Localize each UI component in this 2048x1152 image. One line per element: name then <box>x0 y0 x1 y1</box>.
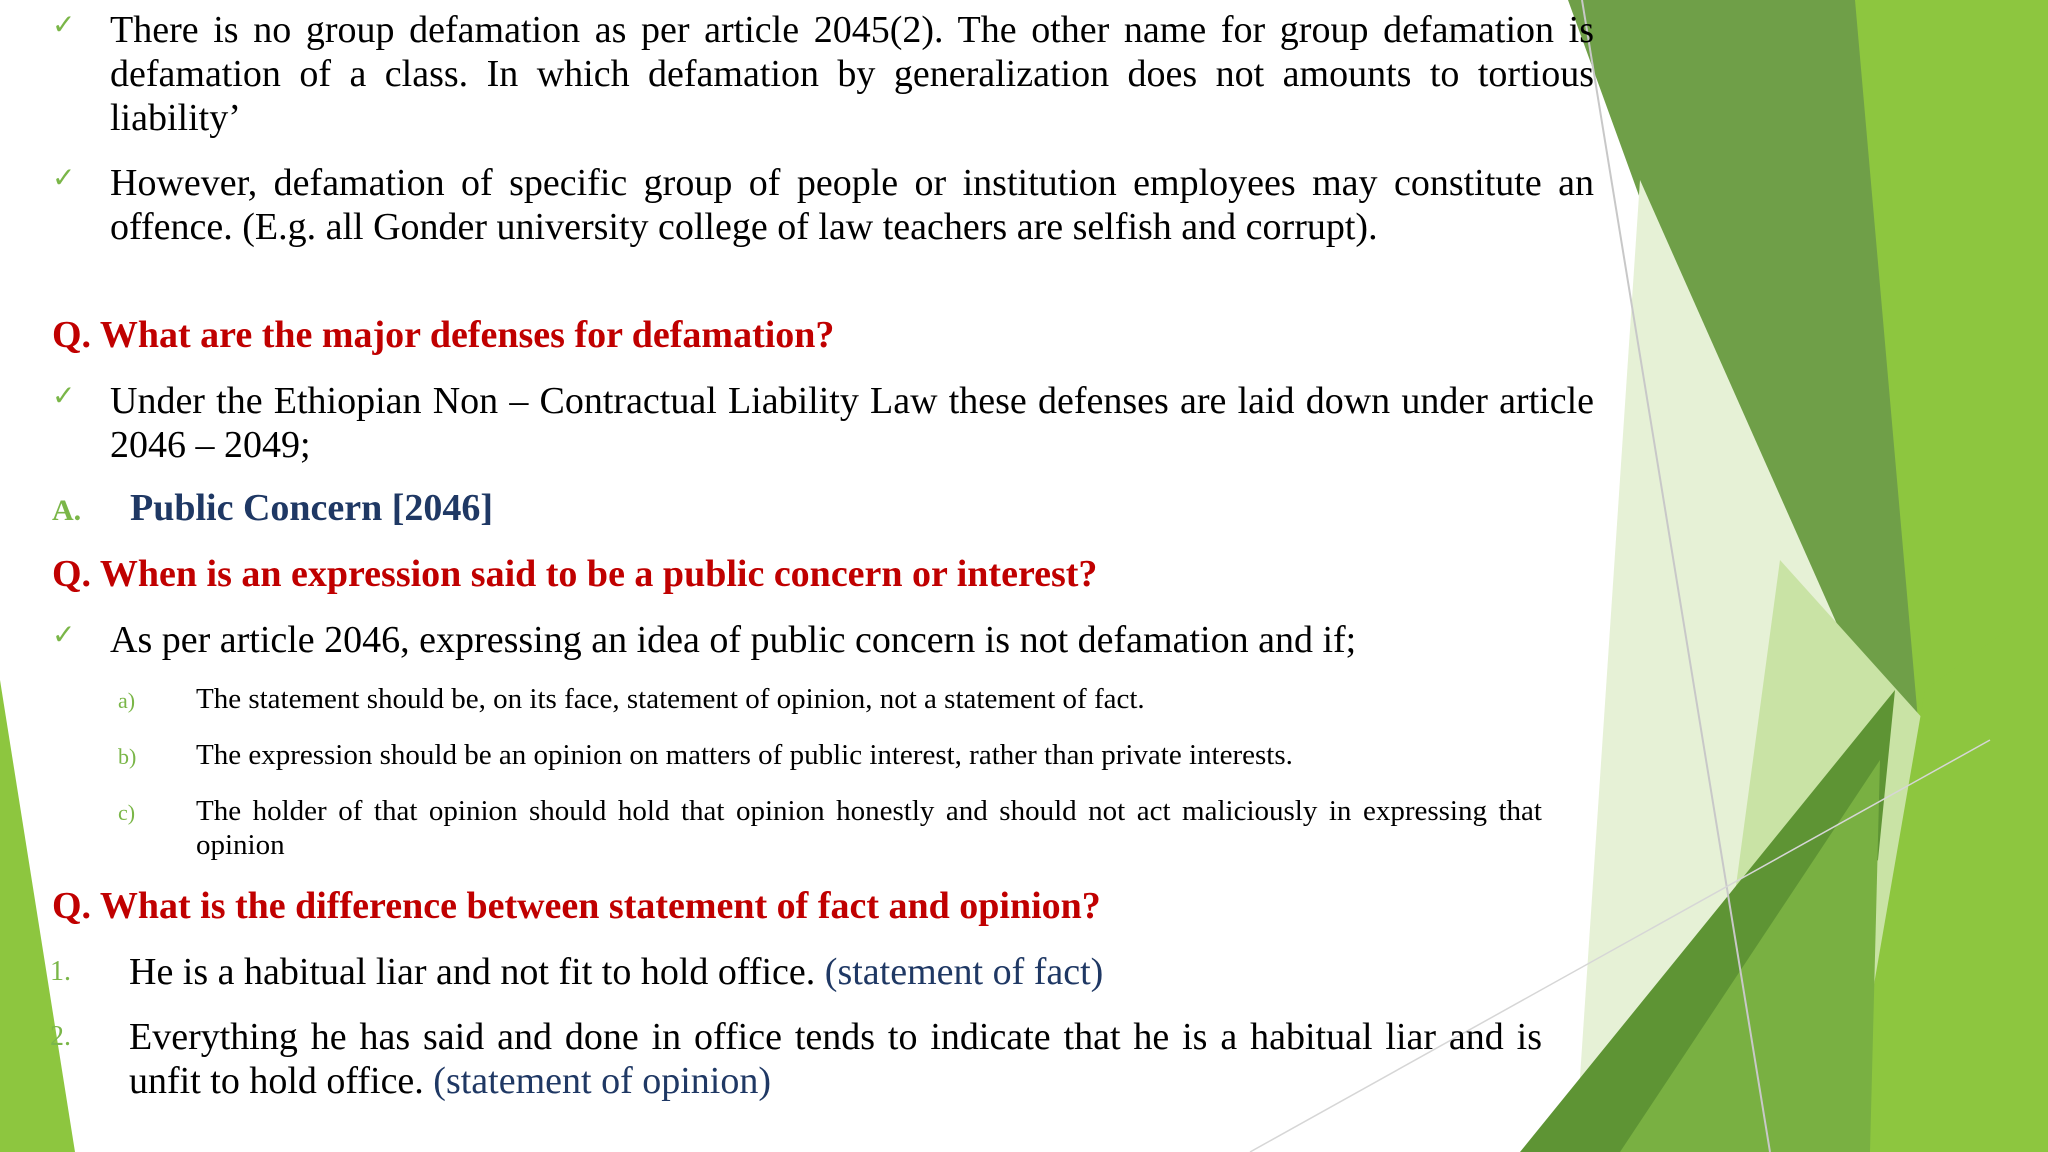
example-statement-2: Everything he has said and done in office tends to indicate that he is a habitual liar and is unfit to hold office. <box>129 1016 1542 1102</box>
question-heading-3: Q. What is the difference between statement of fact and opinion? <box>52 885 1101 927</box>
section-heading-public-concern: Public Concern [2046] <box>130 487 494 529</box>
sub-item-marker-c: c) <box>118 800 136 825</box>
question-heading-2: Q. When is an expression said to be a public concern or interest? <box>52 553 1098 595</box>
example-text-1 <box>129 950 1542 994</box>
check-bullet-icon: ✓ <box>52 618 76 651</box>
example-tag-2: (statement of opinion) <box>433 1060 771 1102</box>
example-text-2 <box>129 1015 1542 1103</box>
sub-item-marker-a: a) <box>118 688 136 713</box>
sub-item-text-c: The holder of that opinion should hold that opinion honestly and should not act maliciously in expressing that opinion <box>196 795 1542 861</box>
check-bullet-icon: ✓ <box>52 8 76 41</box>
example-marker-2: 2. <box>50 1021 71 1052</box>
check-bullet-icon: ✓ <box>52 379 76 412</box>
example-marker-1: 1. <box>50 956 71 987</box>
section-marker-a: A. <box>52 494 82 527</box>
bullet-paragraph-2: However, defamation of specific group of people or institution employees may constitute an offence. (E.g. all Gonder university college of law teachers are selfish and corrupt). <box>110 162 1594 248</box>
bullet-paragraph-1: There is no group defamation as per article 2045(2). The other name for group defamation is defamation of a class. In which defamation by generalization does not amounts to tortious liability’ <box>110 9 1594 139</box>
sub-item-marker-b: b) <box>118 744 137 769</box>
check-bullet-icon: ✓ <box>52 161 76 194</box>
sub-item-text-b: The expression should be an opinion on matters of public interest, rather than private interests. <box>196 739 1293 771</box>
sub-item-text-a: The statement should be, on its face, statement of opinion, not a statement of fact. <box>196 683 1145 715</box>
example-statement-1: He is a habitual liar and not fit to hold office. <box>129 951 816 993</box>
bullet-paragraph-4: As per article 2046, expressing an idea of public concern is not defamation and if; <box>110 619 1357 661</box>
example-tag-1: (statement of fact) <box>824 951 1104 993</box>
bullet-paragraph-3: Under the Ethiopian Non – Contractual Liability Law these defenses are laid down under article 2046 – 2049; <box>110 380 1594 466</box>
question-heading-1: Q. What are the major defenses for defamation? <box>52 314 835 356</box>
